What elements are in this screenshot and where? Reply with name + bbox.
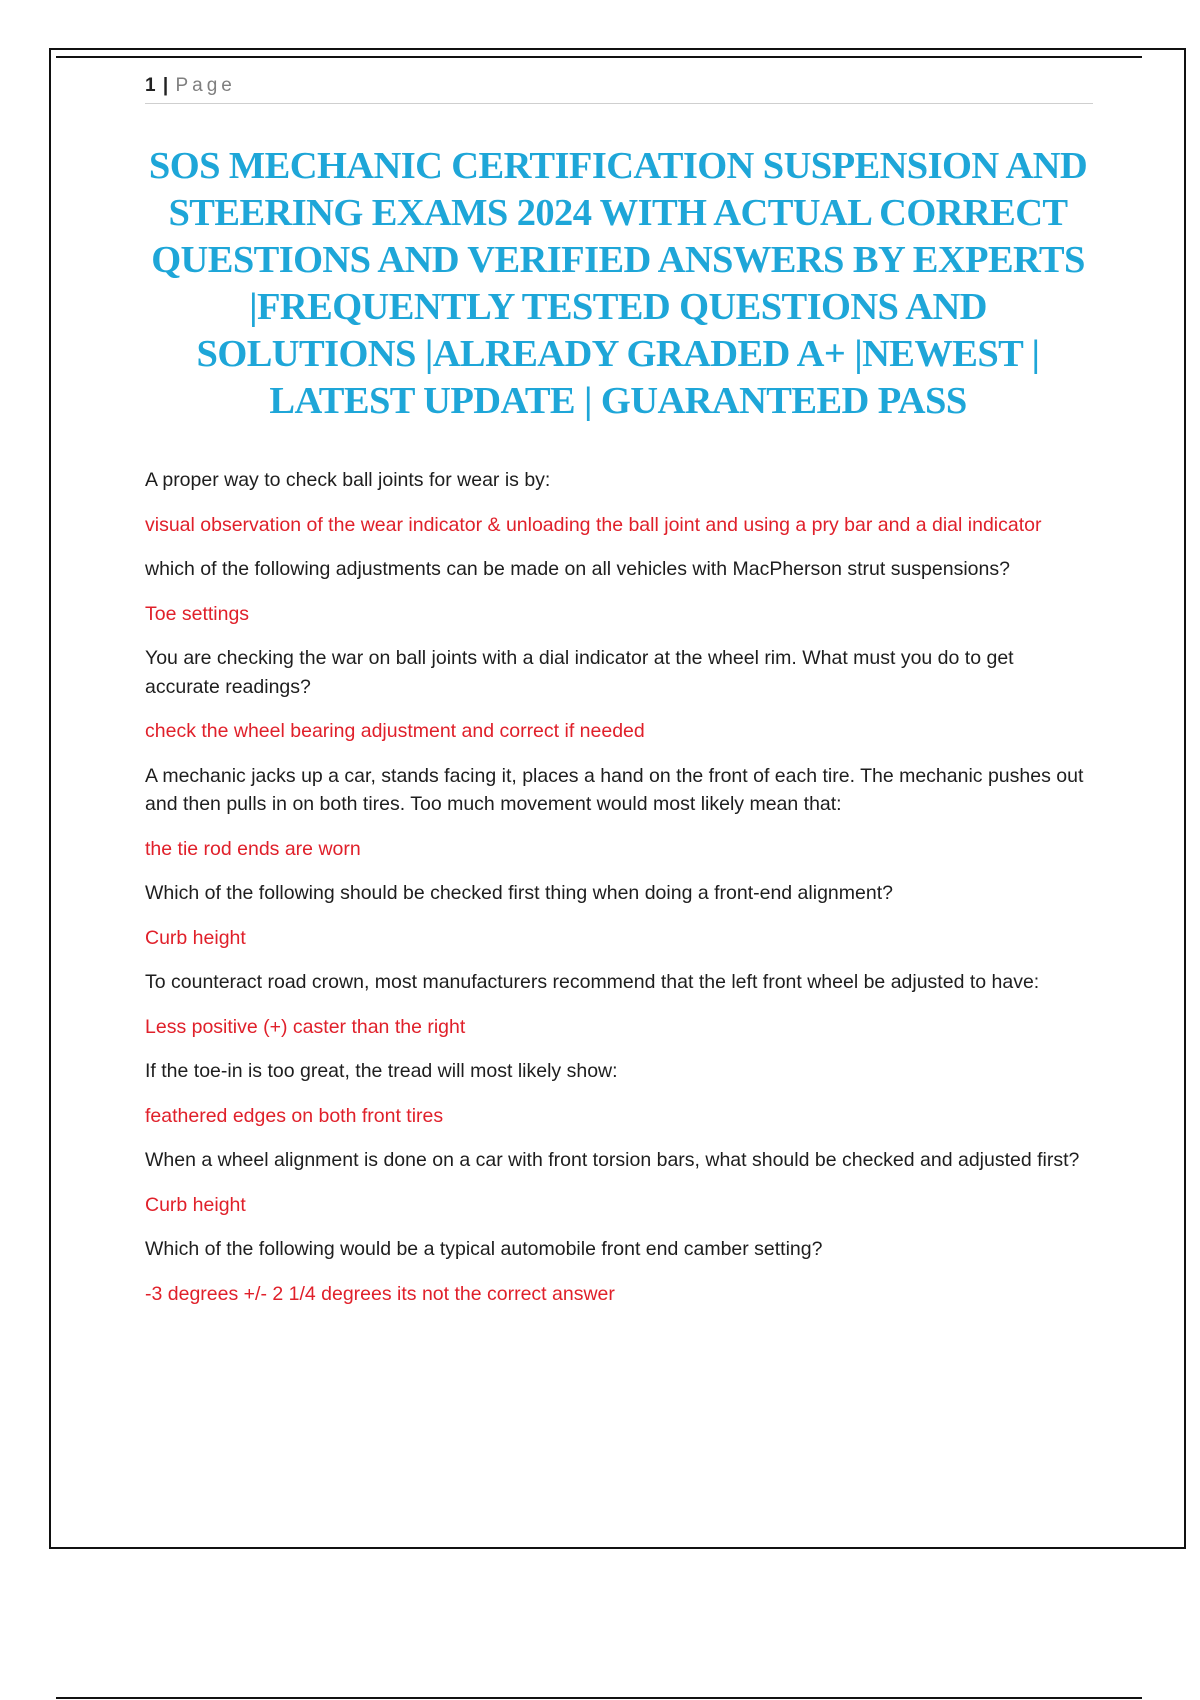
answer-3: check the wheel bearing adjustment and correct if needed	[145, 720, 645, 742]
question-7: If the toe-in is too great, the tread will most likely show:	[145, 1060, 618, 1082]
answer-9: -3 degrees +/- 2 1/4 degrees its not the correct answer	[145, 1282, 615, 1305]
answer-4: the tie rod ends are worn	[145, 837, 361, 860]
page-label: Page	[175, 75, 236, 96]
qa-list	[145, 466, 1090, 1324]
answer-2: Toe settings	[145, 602, 250, 625]
bottom-rule	[56, 1697, 1142, 1699]
question-1: A proper way to check ball joints for wear is by:	[145, 469, 551, 491]
question-4: A mechanic jacks up a car, stands facing it, places a hand on the front of each tire. The mechanic pushes out and then pulls in on both tires. Too much movement would most likely mean that:	[145, 764, 1084, 815]
answer-7: feathered edges on both front tires	[145, 1104, 444, 1127]
answer-8: Curb height	[145, 1193, 246, 1216]
answer-6: Less positive (+) caster than the right	[145, 1015, 466, 1038]
answer-1: visual observation of the wear indicator & unloading the ball joint and using a pry bar and a dial indicator	[145, 513, 1042, 536]
answer-5: Curb height	[145, 926, 246, 949]
question-6: To counteract road crown, most manufacturers recommend that the left front wheel be adjusted to have:	[145, 971, 1040, 993]
document-title: SOS MECHANIC CERTIFICATION SUSPENSION AND STEERING EXAMS 2024 WITH ACTUAL CORRECT QUESTIONS AND VERIFIED ANSWERS BY EXPERTS |FREQUENTLY TESTED QUESTIONS AND SOLUTIONS |ALREADY GRADED A+ |NEWEST | LATEST UPDATE | GUARANTEED PASS	[148, 145, 1088, 422]
question-9: Which of the following would be a typical automobile front end camber setting?	[145, 1238, 823, 1260]
top-rule	[56, 56, 1142, 58]
page-number: 1	[145, 75, 156, 96]
question-3: You are checking the war on ball joints with a dial indicator at the wheel rim. What must you do to get accurate readings?	[145, 647, 1014, 698]
question-5: Which of the following should be checked first thing when doing a front-end alignment?	[145, 882, 893, 904]
page-header	[145, 75, 1093, 104]
page-separator: |	[162, 75, 169, 96]
question-2: which of the following adjustments can be made on all vehicles with MacPherson strut suspensions?	[145, 558, 1010, 580]
question-8: When a wheel alignment is done on a car with front torsion bars, what should be checked and adjusted first?	[145, 1149, 1080, 1171]
